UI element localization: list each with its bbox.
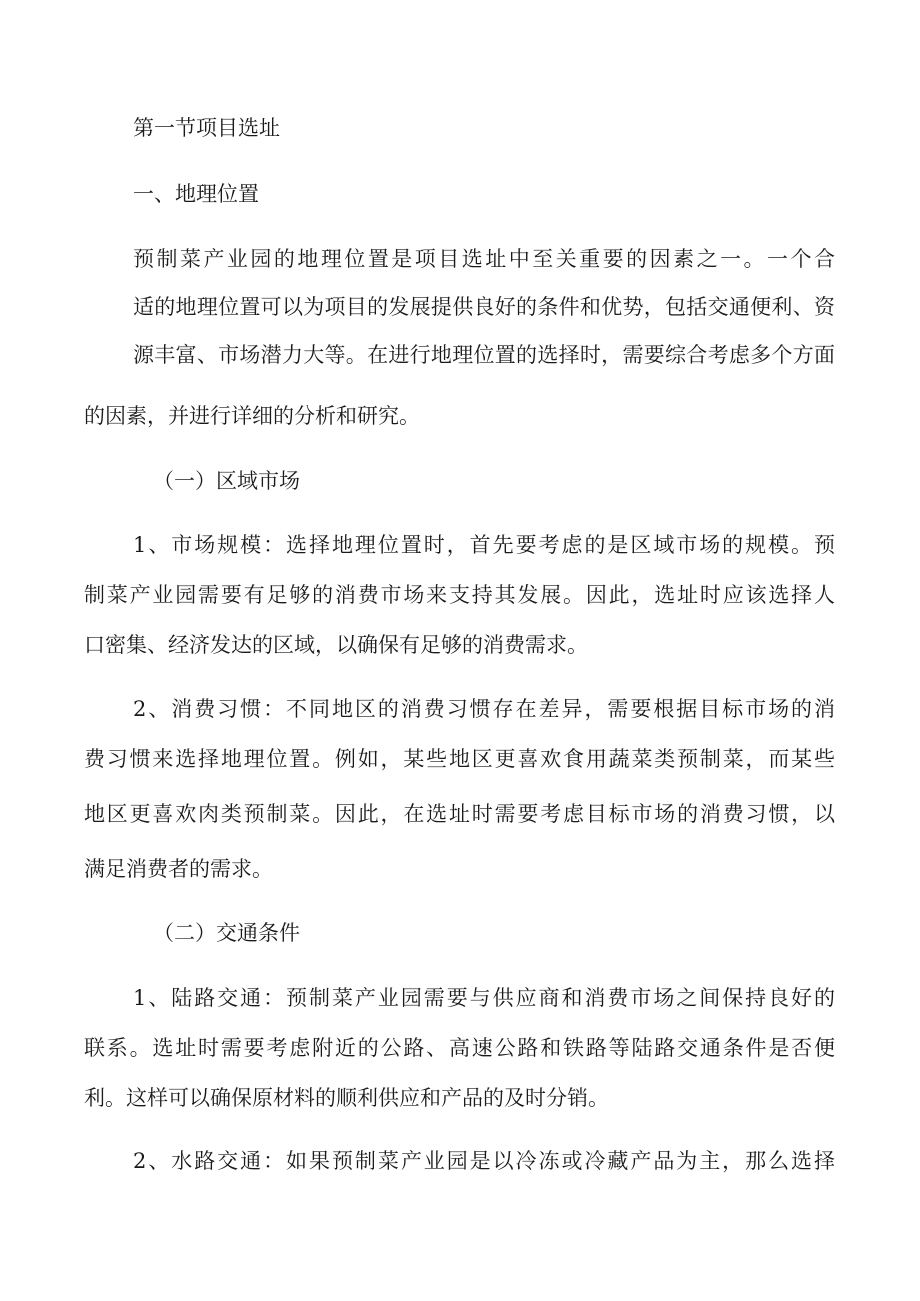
paragraph-line: 地区更喜欢肉类预制菜。因此，在选址时需要考虑目标市场的消费习惯，以 xyxy=(84,802,835,826)
paragraph-line: 联系。选址时需要考虑附近的公路、高速公路和铁路等陆路交通条件是否便 xyxy=(84,1036,835,1060)
paragraph-line: 2、水路交通：如果预制菜产业园是以冷冻或冷藏产品为主，那么选择 xyxy=(133,1149,835,1173)
heading-geographic-location: 一、地理位置 xyxy=(133,182,259,206)
paragraph-line: 源丰富、市场潜力大等。在进行地理位置的选择时，需要综合考虑多个方面 xyxy=(133,343,835,367)
paragraph-line: 口密集、经济发达的区域，以确保有足够的消费需求。 xyxy=(84,633,588,657)
paragraph-line: 费习惯来选择地理位置。例如，某些地区更喜欢食用蔬菜类预制菜，而某些 xyxy=(84,747,835,771)
paragraph-line: 的因素，并进行详细的分析和研究。 xyxy=(84,404,420,428)
paragraph-line: 1、市场规模：选择地理位置时，首先要考虑的是区域市场的规模。预 xyxy=(133,533,835,557)
paragraph-line: 预制菜产业园的地理位置是项目选址中至关重要的因素之一。一个合 xyxy=(133,247,835,271)
subheading-transport-conditions: （二）交通条件 xyxy=(153,921,300,945)
subheading-regional-market: （一）区域市场 xyxy=(153,469,300,493)
paragraph-line: 利。这样可以确保原材料的顺利供应和产品的及时分销。 xyxy=(84,1086,609,1110)
section-title: 第一节项目选址 xyxy=(133,116,280,140)
paragraph-line: 1、陆路交通：预制菜产业园需要与供应商和消费市场之间保持良好的 xyxy=(133,986,835,1010)
paragraph-line: 满足消费者的需求。 xyxy=(84,857,273,881)
paragraph-line: 制菜产业园需要有足够的消费市场来支持其发展。因此，选址时应该选择人 xyxy=(84,583,835,607)
paragraph-line: 2、消费习惯：不同地区的消费习惯存在差异，需要根据目标市场的消 xyxy=(133,697,835,721)
paragraph-line: 适的地理位置可以为项目的发展提供良好的条件和优势，包括交通便利、资 xyxy=(133,295,835,319)
